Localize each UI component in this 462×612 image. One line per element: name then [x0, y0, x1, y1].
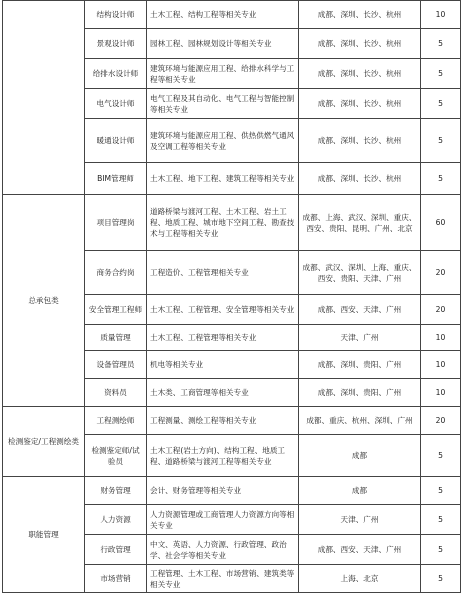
major-cell: 人力资源管理或工商管理人力资源方向等相关专业 — [147, 505, 299, 535]
role-cell: 检测鉴定师/试验员 — [85, 435, 147, 477]
role-cell: 结构设计师 — [85, 1, 147, 29]
location-cell: 成都、西安、天津、广州 — [299, 295, 421, 325]
major-cell: 土木工程、工程管理等相关专业 — [147, 325, 299, 351]
role-cell: 电气设计师 — [85, 89, 147, 119]
major-cell: 土木工程、工程管理、安全管理等相关专业 — [147, 295, 299, 325]
role-cell: 给排水设计师 — [85, 59, 147, 89]
category-cell: 总承包类 — [3, 195, 85, 407]
count-cell: 5 — [421, 565, 461, 593]
count-cell: 20 — [421, 407, 461, 435]
major-cell: 机电等相关专业 — [147, 351, 299, 379]
role-cell: 质量管理 — [85, 325, 147, 351]
category-cell: 职能管理 — [3, 477, 85, 593]
location-cell: 成都、深圳、长沙、杭州 — [299, 29, 421, 59]
location-cell: 天津、广州 — [299, 325, 421, 351]
location-cell: 成都 — [299, 477, 421, 505]
table-row — [3, 477, 461, 505]
role-cell: 暖通设计师 — [85, 119, 147, 163]
location-cell: 成都、深圳、长沙、杭州 — [299, 163, 421, 195]
role-cell: 商务合约岗 — [85, 251, 147, 295]
location-cell: 成都、深圳、贵阳、广州 — [299, 379, 421, 407]
location-cell: 成都、深圳、长沙、杭州 — [299, 1, 421, 29]
count-cell: 10 — [421, 325, 461, 351]
location-cell: 成都、西安、天津、广州 — [299, 535, 421, 565]
table-row — [3, 407, 461, 435]
location-cell: 成都、深圳、长沙、杭州 — [299, 119, 421, 163]
major-cell: 会计、财务管理等相关专业 — [147, 477, 299, 505]
role-cell: 行政管理 — [85, 535, 147, 565]
location-cell: 成都、武汉、深圳、上海、重庆、西安、贵阳、天津、广州 — [299, 251, 421, 295]
major-cell: 道路桥梁与渡河工程、土木工程、岩土工程、地质工程、城市地下空间工程、勘查技术与工程等相关专业 — [147, 195, 299, 251]
major-cell: 电气工程及其自动化、电气工程与智能控制等相关专业 — [147, 89, 299, 119]
location-cell: 成都、重庆、杭州、深圳、广州 — [299, 407, 421, 435]
role-cell: BIM管理师 — [85, 163, 147, 195]
count-cell: 5 — [421, 119, 461, 163]
location-cell: 成都、深圳、长沙、杭州 — [299, 59, 421, 89]
major-cell: 土木工程、结构工程等相关专业 — [147, 1, 299, 29]
role-cell: 安全管理工程师 — [85, 295, 147, 325]
major-cell: 土木工程、地下工程、建筑工程等相关专业 — [147, 163, 299, 195]
count-cell: 5 — [421, 435, 461, 477]
role-cell: 人力资源 — [85, 505, 147, 535]
role-cell: 项目管理岗 — [85, 195, 147, 251]
location-cell: 天津、广州 — [299, 505, 421, 535]
major-cell: 工程管理、土木工程、市场营销、建筑类等相关专业 — [147, 565, 299, 593]
major-cell: 土木类、工商管理等相关专业 — [147, 379, 299, 407]
count-cell: 5 — [421, 29, 461, 59]
count-cell: 5 — [421, 89, 461, 119]
count-cell: 5 — [421, 535, 461, 565]
major-cell: 园林工程、园林规划设计等相关专业 — [147, 29, 299, 59]
location-cell: 成都、上海、武汉、深圳、重庆、西安、贵阳、昆明、广州、北京 — [299, 195, 421, 251]
role-cell: 资料员 — [85, 379, 147, 407]
count-cell: 10 — [421, 379, 461, 407]
count-cell: 10 — [421, 351, 461, 379]
count-cell: 5 — [421, 163, 461, 195]
table-row — [3, 1, 461, 29]
recruitment-table — [2, 0, 461, 593]
count-cell: 5 — [421, 59, 461, 89]
count-cell: 5 — [421, 505, 461, 535]
location-cell: 上海、北京 — [299, 565, 421, 593]
major-cell: 工程测量、测绘工程等相关专业 — [147, 407, 299, 435]
major-cell: 中文、英语、人力资源、行政管理、政治学、社会学等相关专业 — [147, 535, 299, 565]
table-row — [3, 195, 461, 251]
count-cell: 5 — [421, 477, 461, 505]
major-cell: 建筑环境与能源应用工程、给排水科学与工程等相关专业 — [147, 59, 299, 89]
count-cell: 10 — [421, 1, 461, 29]
count-cell: 60 — [421, 195, 461, 251]
location-cell: 成都 — [299, 435, 421, 477]
major-cell: 建筑环境与能源应用工程、供热供燃气通风及空调工程等相关专业 — [147, 119, 299, 163]
location-cell: 成都、深圳、长沙、杭州 — [299, 89, 421, 119]
count-cell: 20 — [421, 295, 461, 325]
category-cell — [3, 1, 85, 195]
major-cell: 工程造价、工程管理相关专业 — [147, 251, 299, 295]
role-cell: 工程测绘师 — [85, 407, 147, 435]
role-cell: 设备管理员 — [85, 351, 147, 379]
count-cell: 20 — [421, 251, 461, 295]
major-cell: 土木工程(岩土方向)、结构工程、地质工程、道路桥梁与渡河工程等相关专业 — [147, 435, 299, 477]
role-cell: 景观设计师 — [85, 29, 147, 59]
role-cell: 市场营销 — [85, 565, 147, 593]
role-cell: 财务管理 — [85, 477, 147, 505]
category-cell: 检测鉴定/工程测绘类 — [3, 407, 85, 477]
location-cell: 成都、深圳、贵阳、广州 — [299, 351, 421, 379]
